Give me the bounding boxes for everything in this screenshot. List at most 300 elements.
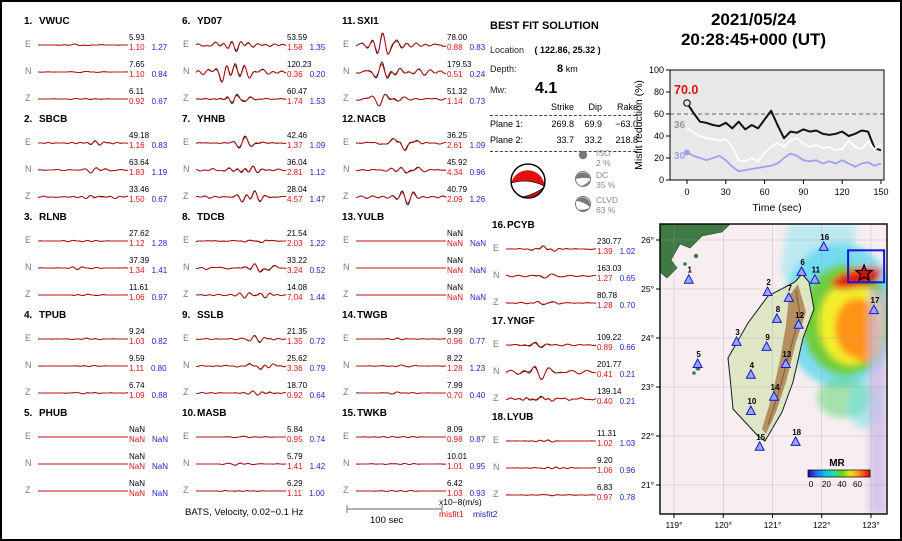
depth-row xyxy=(490,63,578,75)
channel-row xyxy=(20,451,172,477)
focal-mechanism-beachball xyxy=(508,161,548,201)
misfit2-value: 0.72 xyxy=(309,337,326,346)
amplitude-value: 7.65 xyxy=(129,60,145,69)
misfit2-value: 0.82 xyxy=(151,337,168,346)
location-value: ( 122.86, 25.32 ) xyxy=(534,45,601,55)
channel-letter: Z xyxy=(343,289,349,299)
station-header xyxy=(24,114,67,125)
y-tick-label: 60 xyxy=(653,109,664,119)
station-block xyxy=(488,410,640,506)
station-block xyxy=(488,218,640,314)
channel-values xyxy=(447,425,490,445)
waveform-trace xyxy=(506,428,598,454)
waveform-trace xyxy=(356,282,448,308)
misfit1-value: 0.97 xyxy=(597,493,613,502)
waveform-trace xyxy=(196,86,288,112)
decomposition-text xyxy=(596,195,618,215)
location-row xyxy=(490,45,601,55)
misfit1-value: 4.57 xyxy=(287,195,303,204)
misfit1-value: 2.81 xyxy=(287,168,303,177)
amplitude-value: 21.54 xyxy=(287,229,308,238)
station-code: PHUB xyxy=(39,408,68,419)
channel-values xyxy=(447,381,490,401)
waveform-trace xyxy=(506,359,598,385)
channel-values xyxy=(597,360,640,380)
misfit1-value: 0.51 xyxy=(447,70,463,79)
waveform-trace xyxy=(356,184,448,210)
channel-letter: N xyxy=(343,360,350,370)
amplitude-value: 36.25 xyxy=(447,131,468,140)
trace-red-line xyxy=(196,137,286,147)
channel-row xyxy=(20,255,172,281)
misfit1-value: 0.36 xyxy=(287,70,303,79)
trace-red-line xyxy=(356,94,446,106)
amplitude-value: 45.92 xyxy=(447,158,468,167)
lon-tick-label: 119° xyxy=(665,520,683,530)
channel-letter: E xyxy=(183,431,190,441)
misfit1-value: 1.03 xyxy=(447,489,463,498)
station-block xyxy=(178,308,330,404)
trace-red-line xyxy=(506,495,596,496)
channel-letter: Z xyxy=(493,393,499,403)
trace-red-line xyxy=(356,338,446,339)
misfit1-value: 1.10 xyxy=(129,70,145,79)
channel-values xyxy=(287,185,330,205)
channel-values xyxy=(287,158,330,178)
trace-red-line xyxy=(356,365,446,367)
misfit2-legend-label: misfit2 xyxy=(472,509,498,519)
waveform-trace xyxy=(356,157,448,183)
channel-row xyxy=(338,255,490,281)
misfit1-value: 2.09 xyxy=(447,195,463,204)
channel-letter: Z xyxy=(183,485,189,495)
channel-values xyxy=(447,87,490,107)
amplitude-value: 8.22 xyxy=(447,354,463,363)
station-block xyxy=(20,14,172,110)
trace-red-line xyxy=(196,191,286,201)
channel-values xyxy=(447,60,490,80)
clvd-icon xyxy=(574,195,592,213)
trace-red-line xyxy=(506,467,596,469)
amplitude-value: 9.59 xyxy=(129,354,145,363)
waveform-trace xyxy=(38,478,130,504)
misfit1-value: 0.88 xyxy=(447,43,463,52)
chart-xlabel: Time (sec) xyxy=(752,202,802,214)
misfit2-value: 0.73 xyxy=(469,97,486,106)
trace-red-line xyxy=(38,168,128,173)
trace-red-line xyxy=(356,33,446,54)
trace-red-line xyxy=(38,393,128,394)
channel-row xyxy=(178,282,330,308)
trace-red-line xyxy=(38,196,128,199)
channel-letter: N xyxy=(183,164,190,174)
misfit1-value: 1.11 xyxy=(287,489,302,498)
trace-red-line xyxy=(356,491,446,492)
station-header xyxy=(342,114,386,125)
channel-row xyxy=(20,228,172,254)
channel-row xyxy=(488,359,640,385)
channel-row xyxy=(338,326,490,352)
plane-label: Plane 2: xyxy=(490,135,524,145)
plane-table-header-cell: Rake xyxy=(616,102,638,112)
amplitude-value: NaN xyxy=(129,452,146,461)
waveform-trace xyxy=(506,386,598,412)
trace-red-line xyxy=(38,366,128,367)
misfit2-value: 1.09 xyxy=(309,141,326,150)
decomposition-name: ISO xyxy=(596,148,611,158)
plane-value: 269.8 xyxy=(551,119,574,129)
map-station-number: 6 xyxy=(800,257,805,267)
trace-red-line xyxy=(38,99,128,100)
channel-row xyxy=(338,424,490,450)
channel-row xyxy=(178,130,330,156)
mr-colorbar-label: MR xyxy=(829,458,845,469)
amplitude-value: 9.24 xyxy=(129,327,145,336)
solution-title: BEST FIT SOLUTION xyxy=(490,20,599,32)
channel-row xyxy=(178,184,330,210)
misfit1-value: 7.04 xyxy=(287,293,303,302)
channel-letter: N xyxy=(183,66,190,76)
map-station-number: 10 xyxy=(747,397,757,407)
channel-row xyxy=(338,32,490,58)
channel-values xyxy=(597,456,640,476)
penghu2 xyxy=(692,371,696,375)
decomposition-text xyxy=(596,170,615,190)
amplitude-value: 37.39 xyxy=(129,256,150,265)
amplitude-value: NaN xyxy=(129,425,146,434)
x-tick-label: 0 xyxy=(684,187,690,197)
channel-values xyxy=(287,60,330,80)
plane-table-header xyxy=(536,102,638,112)
map-station-number: 16 xyxy=(820,232,830,242)
amplitude-value: 6.83 xyxy=(597,483,613,492)
channel-values xyxy=(287,354,330,374)
waveform-trace xyxy=(38,255,130,281)
waveform-trace xyxy=(38,184,130,210)
amplitude-value: 60.47 xyxy=(287,87,308,96)
misfit2-value: NaN xyxy=(152,462,169,471)
plane-value: 69.9 xyxy=(584,119,602,129)
trace-red-line xyxy=(196,42,286,51)
islet xyxy=(694,254,698,258)
channel-values xyxy=(129,354,172,374)
amplitude-value: 10.01 xyxy=(447,452,468,461)
misfit2-value: 1.28 xyxy=(151,239,168,248)
map-station-number: 4 xyxy=(749,360,755,370)
waveform-trace xyxy=(38,228,130,254)
amplitude-value: 6.11 xyxy=(129,87,144,96)
amplitude-value: NaN xyxy=(129,479,146,488)
lon-tick-label: 120° xyxy=(714,520,733,530)
waveform-trace xyxy=(356,424,448,450)
y-tick-label: 80 xyxy=(653,87,664,97)
station-code: YNGF xyxy=(507,316,535,327)
amplitude-value: 80.78 xyxy=(597,291,618,300)
amplitude-value: 9.20 xyxy=(597,456,613,465)
station-header xyxy=(492,220,535,231)
scalebar-label: 100 sec xyxy=(370,515,404,526)
station-number: 1. xyxy=(24,16,33,27)
trace-black-line xyxy=(356,62,446,78)
misfit1-value: NaN xyxy=(447,239,464,248)
map-station-number: 3 xyxy=(735,327,740,337)
station-code: NACB xyxy=(357,114,386,125)
mr-colorbar-bar xyxy=(808,470,870,477)
station-code: LYUB xyxy=(507,412,534,423)
amplitude-value: 27.62 xyxy=(129,229,150,238)
misfit1-value: NaN xyxy=(447,266,464,275)
plane-table-header-cell: Dip xyxy=(588,102,602,112)
map-station-number: 12 xyxy=(795,310,805,320)
event-time: 20:28:45+000 (UT) xyxy=(680,30,827,49)
misfit1-value: NaN xyxy=(129,489,146,498)
start-marker-open-circle xyxy=(684,100,690,106)
x-tick-label: 90 xyxy=(798,187,809,197)
station-header xyxy=(342,408,387,419)
misfit2-value: 0.67 xyxy=(151,97,168,106)
station-block xyxy=(338,112,490,208)
decomposition-pct: 63 % xyxy=(596,205,616,215)
misfit2-value: 0.87 xyxy=(469,435,486,444)
channel-values xyxy=(447,283,490,303)
misfit1-value: 0.92 xyxy=(129,97,145,106)
trace-red-line xyxy=(196,264,286,272)
waveform-trace xyxy=(356,451,448,477)
channel-values xyxy=(287,479,330,499)
misfit2-value: 0.77 xyxy=(469,337,486,346)
channel-letter: N xyxy=(25,262,32,272)
station-number: 3. xyxy=(24,212,33,223)
iso-icon xyxy=(574,148,592,166)
misfit1-value: 1.01 xyxy=(447,462,463,471)
channel-row xyxy=(20,32,172,58)
channel-letter: E xyxy=(183,333,190,343)
misfit1-value: NaN xyxy=(129,435,146,444)
waveform-trace xyxy=(196,228,288,254)
map-station-number: 2 xyxy=(766,277,771,287)
amplitude-value: 6.74 xyxy=(129,381,145,390)
misfit2-value: 1.02 xyxy=(619,247,636,256)
amplitude-value: 5.93 xyxy=(129,33,145,42)
channel-letter: N xyxy=(493,462,500,472)
station-number: 15. xyxy=(342,408,356,419)
channel-row xyxy=(178,451,330,477)
plane-row xyxy=(490,135,638,145)
misfit1-value: NaN xyxy=(447,293,464,302)
channel-values xyxy=(447,158,490,178)
depth-label: Depth: xyxy=(490,64,517,74)
channel-letter: E xyxy=(343,39,350,49)
misfit2-value: 0.74 xyxy=(309,435,326,444)
trace-red-line xyxy=(356,392,446,394)
misfit1-value: 1.58 xyxy=(287,43,303,52)
channel-letter: E xyxy=(493,243,500,253)
channel-letter: Z xyxy=(183,191,189,201)
channel-values xyxy=(287,229,330,249)
misfit1-value: 4.34 xyxy=(447,168,463,177)
waveform-trace xyxy=(196,32,288,58)
channel-row xyxy=(338,86,490,112)
station-block xyxy=(338,308,490,404)
amplitude-value: 21.35 xyxy=(287,327,308,336)
plane-value: 33.2 xyxy=(584,135,602,145)
lon-tick-label: 122° xyxy=(812,520,831,530)
station-header xyxy=(24,408,67,419)
mw-row xyxy=(490,80,557,98)
amplitude-value: 8.09 xyxy=(447,425,463,434)
channel-row xyxy=(178,228,330,254)
channel-letter: E xyxy=(343,235,350,245)
trace-red-line xyxy=(38,267,128,269)
amplitude-value: 33.22 xyxy=(287,256,308,265)
amplitude-value: 33.46 xyxy=(129,185,150,194)
lat-tick-label: 25° xyxy=(641,284,654,294)
x-tick-label: 120 xyxy=(834,187,850,197)
channel-row xyxy=(20,59,172,85)
station-block xyxy=(20,308,172,404)
station-number: 9. xyxy=(182,310,191,321)
channel-values xyxy=(287,327,330,347)
channel-values xyxy=(129,452,172,472)
misfit2-value: 0.96 xyxy=(619,466,636,475)
channel-letter: Z xyxy=(343,387,349,397)
channel-row xyxy=(488,482,640,508)
waveform-trace xyxy=(38,424,130,450)
misfit1-value: 1.28 xyxy=(597,301,613,310)
waveform-trace xyxy=(196,59,288,85)
misfit1-value: 1.16 xyxy=(129,141,145,150)
misfit2-value: 0.95 xyxy=(469,462,486,471)
station-header xyxy=(492,412,533,423)
misfit2-value: 0.97 xyxy=(151,293,168,302)
channel-letter: N xyxy=(183,360,190,370)
channel-row xyxy=(338,353,490,379)
channel-row xyxy=(338,130,490,156)
mr-colorbar-tick: 40 xyxy=(837,480,847,489)
channel-letter: E xyxy=(25,333,32,343)
station-header xyxy=(24,16,70,27)
misfit2-value: 1.09 xyxy=(469,141,486,150)
trace-red-line xyxy=(506,274,596,278)
misfit2-value: 0.20 xyxy=(309,70,326,79)
trace-red-line xyxy=(38,240,128,241)
waveform-trace xyxy=(196,255,288,281)
misfit1-value: 0.89 xyxy=(597,343,613,352)
misfit2-value: 0.52 xyxy=(309,266,326,275)
misfit-legend xyxy=(439,509,498,519)
channel-values xyxy=(447,256,490,276)
misfit1-value: 1.35 xyxy=(287,337,303,346)
station-number: 14. xyxy=(342,310,356,321)
annotation-30: 30 xyxy=(674,151,686,162)
misfit1-value: 1.41 xyxy=(287,462,303,471)
location-label: Location xyxy=(490,45,525,55)
waveform-trace xyxy=(356,353,448,379)
amplitude-value: 5.84 xyxy=(287,425,303,434)
map-station-number: 9 xyxy=(765,332,770,342)
map-station-number: 15 xyxy=(756,432,766,442)
amplitude-value: 120.23 xyxy=(287,60,312,69)
waveform-trace xyxy=(38,59,130,85)
station-number: 4. xyxy=(24,310,33,321)
misfit2-value: 0.21 xyxy=(619,370,636,379)
channel-letter: N xyxy=(25,360,32,370)
station-number: 18. xyxy=(492,412,506,423)
waveform-trace xyxy=(38,282,130,308)
channel-row xyxy=(20,380,172,406)
waveform-trace xyxy=(196,353,288,379)
misfit2-value: 1.44 xyxy=(309,293,326,302)
misfit2-value: 1.42 xyxy=(309,462,326,471)
waveform-trace xyxy=(38,130,130,156)
channel-row xyxy=(178,326,330,352)
trace-red-line xyxy=(38,338,128,339)
misfit1-value: 1.12 xyxy=(129,239,145,248)
channel-letter: E xyxy=(25,137,32,147)
event-date: 2021/05/24 xyxy=(710,10,797,29)
waveform-trace xyxy=(356,130,448,156)
misfit2-value: 0.21 xyxy=(619,397,636,406)
amplitude-value: 6.29 xyxy=(287,479,303,488)
station-number: 13. xyxy=(342,212,356,223)
trace-red-line xyxy=(196,96,286,103)
channel-values xyxy=(129,60,172,80)
misfit2-value: 0.79 xyxy=(309,364,326,373)
station-block xyxy=(178,406,330,502)
station-number: 17. xyxy=(492,316,506,327)
lat-tick-label: 21° xyxy=(641,480,654,490)
misfit1-legend-label: misfit1 xyxy=(439,509,464,519)
misfit1-value: 1.37 xyxy=(287,141,303,150)
station-header xyxy=(182,310,224,321)
y-tick-label: 20 xyxy=(653,153,664,163)
channel-letter: N xyxy=(25,458,32,468)
trace-red-line xyxy=(196,391,286,395)
waveform-trace xyxy=(356,59,448,85)
amplitude-value: 5.79 xyxy=(287,452,303,461)
channel-row xyxy=(20,282,172,308)
station-number: 10. xyxy=(182,408,196,419)
channel-row xyxy=(178,255,330,281)
time-scalebar xyxy=(345,502,445,514)
misfit1-value: 3.36 xyxy=(287,364,303,373)
misfit1-value: 0.92 xyxy=(287,391,303,400)
amplitude-value: 42.46 xyxy=(287,131,308,140)
channel-row xyxy=(488,263,640,289)
y-tick-label: 0 xyxy=(658,175,664,185)
trace-red-line xyxy=(506,366,596,379)
waveform-trace xyxy=(196,380,288,406)
station-block xyxy=(488,314,640,410)
channel-values xyxy=(129,327,172,347)
channel-values xyxy=(287,425,330,445)
channel-letter: Z xyxy=(183,289,189,299)
channel-values xyxy=(597,333,640,353)
station-number: 8. xyxy=(182,212,191,223)
station-header xyxy=(24,212,67,223)
waveform-trace xyxy=(196,130,288,156)
misfit2-value: 0.96 xyxy=(469,168,486,177)
misfit1-value: 1.11 xyxy=(129,364,144,373)
channel-row xyxy=(20,326,172,352)
misfit2-value: 1.27 xyxy=(151,43,168,52)
decomposition-pct: 35 % xyxy=(596,180,616,190)
mr-purple-edge xyxy=(869,290,887,514)
trace-red-line xyxy=(196,66,286,82)
waveform-trace xyxy=(356,255,448,281)
channel-values xyxy=(129,185,172,205)
channel-letter: E xyxy=(25,431,32,441)
